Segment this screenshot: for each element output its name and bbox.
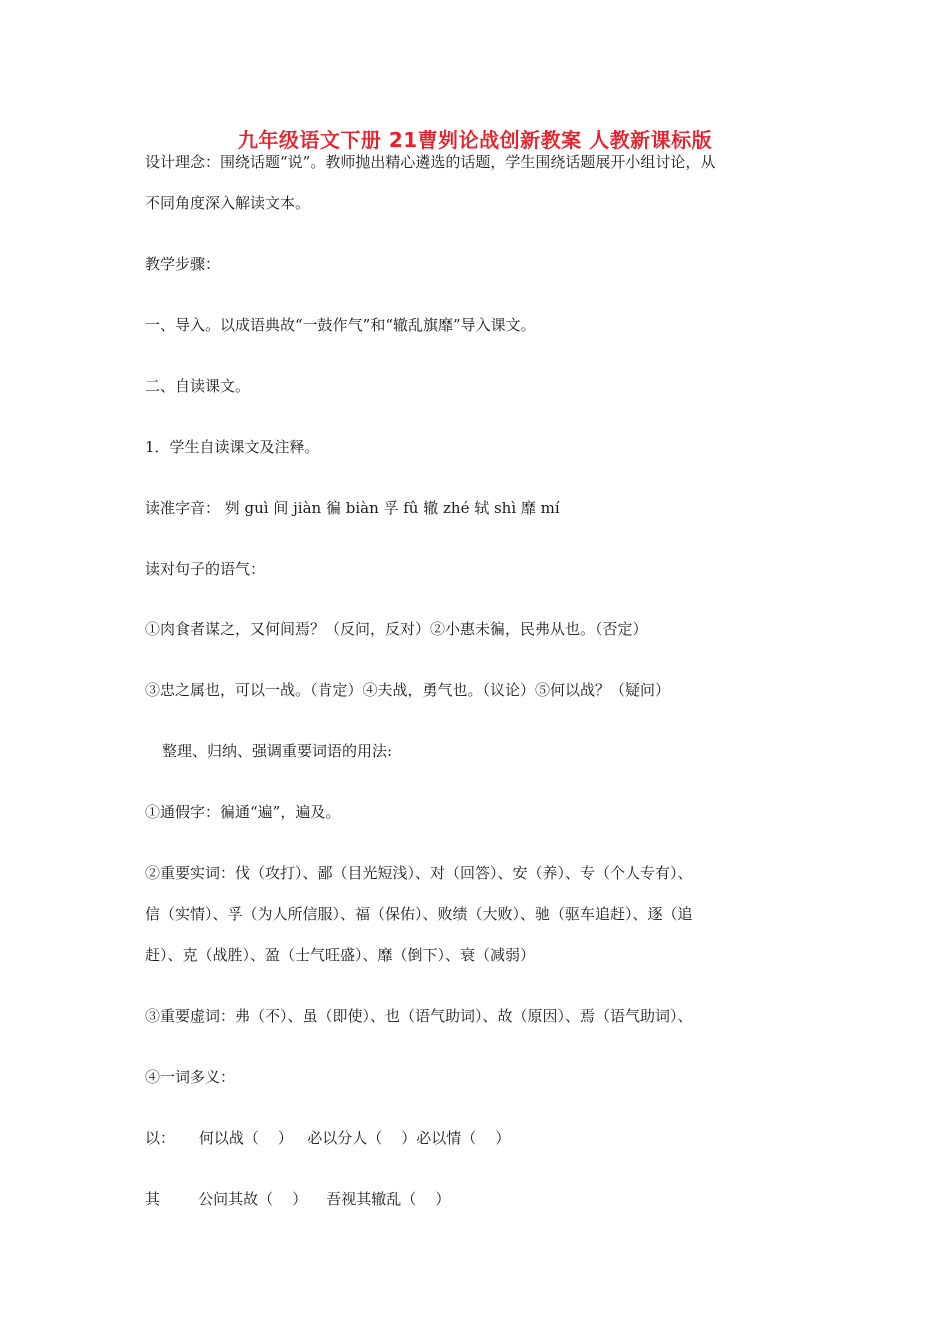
pronunciation-line: 读准字音： 刿 guì 间 jiàn 徧 biàn 孚 fû 辙 zhé 轼 shì 靡 mí [145, 499, 560, 517]
design-concept-line-1: 设计理念：围绕话题“说”。教师抛出精心遴选的话题，学生围绕话题展开小组讨论，从 [145, 153, 716, 171]
tone-sentences-1: ①肉食者谋之，又何间焉？（反问，反对）②小惠未徧，民弗从也。（否定） [145, 620, 648, 638]
polysemy-heading: ④一词多义： [145, 1068, 236, 1086]
polysemy-yi-line: 以： 何以战（ ） 必以分人（ ）必以情（ ） [145, 1129, 511, 1147]
design-concept-line-2: 不同角度深入解读文本。 [145, 194, 311, 212]
content-words-line-3: 赶）、克（战胜）、盈（士气旺盛）、靡（倒下）、衰（减弱） [145, 946, 536, 964]
step-one-intro: 一、导入。以成语典故“一鼓作气”和“辙乱旗靡”导入课文。 [145, 316, 536, 334]
tone-sentences-2: ③忠之属也，可以一战。（肯定）④夫战，勇气也。（议论）⑤何以战？（疑问） [145, 681, 671, 699]
tone-heading: 读对句子的语气： [145, 560, 266, 578]
self-read-item: 1．学生自读课文及注释。 [145, 438, 320, 456]
document-title: 九年级语文下册 21曹刿论战创新教案 人教新课标版 [237, 128, 713, 152]
teaching-steps-heading: 教学步骤： [145, 255, 221, 273]
vocab-summary-heading: 整理、归纳、强调重要词语的用法: [162, 742, 393, 760]
step-two-heading: 二、自读课文。 [145, 377, 251, 395]
function-words-line: ③重要虚词：弗（不）、虽（即使）、也（语气助词）、故（原因）、焉（语气助词）、 [145, 1007, 693, 1025]
content-words-line-1: ②重要实词：伐（攻打）、鄙（目光短浅）、对（回答）、安（养）、专（个人专有）、 [145, 864, 693, 882]
tongjia-line: ①通假字：徧通“遍”，遍及。 [145, 803, 341, 821]
polysemy-qi-line: 其 公问其故（ ） 吾视其辙乱（ ） [145, 1190, 451, 1208]
content-words-line-2: 信（实情）、孚（为人所信服）、福（保佑）、败绩（大败）、驰（驱车追赶）、逐（追 [145, 905, 693, 923]
